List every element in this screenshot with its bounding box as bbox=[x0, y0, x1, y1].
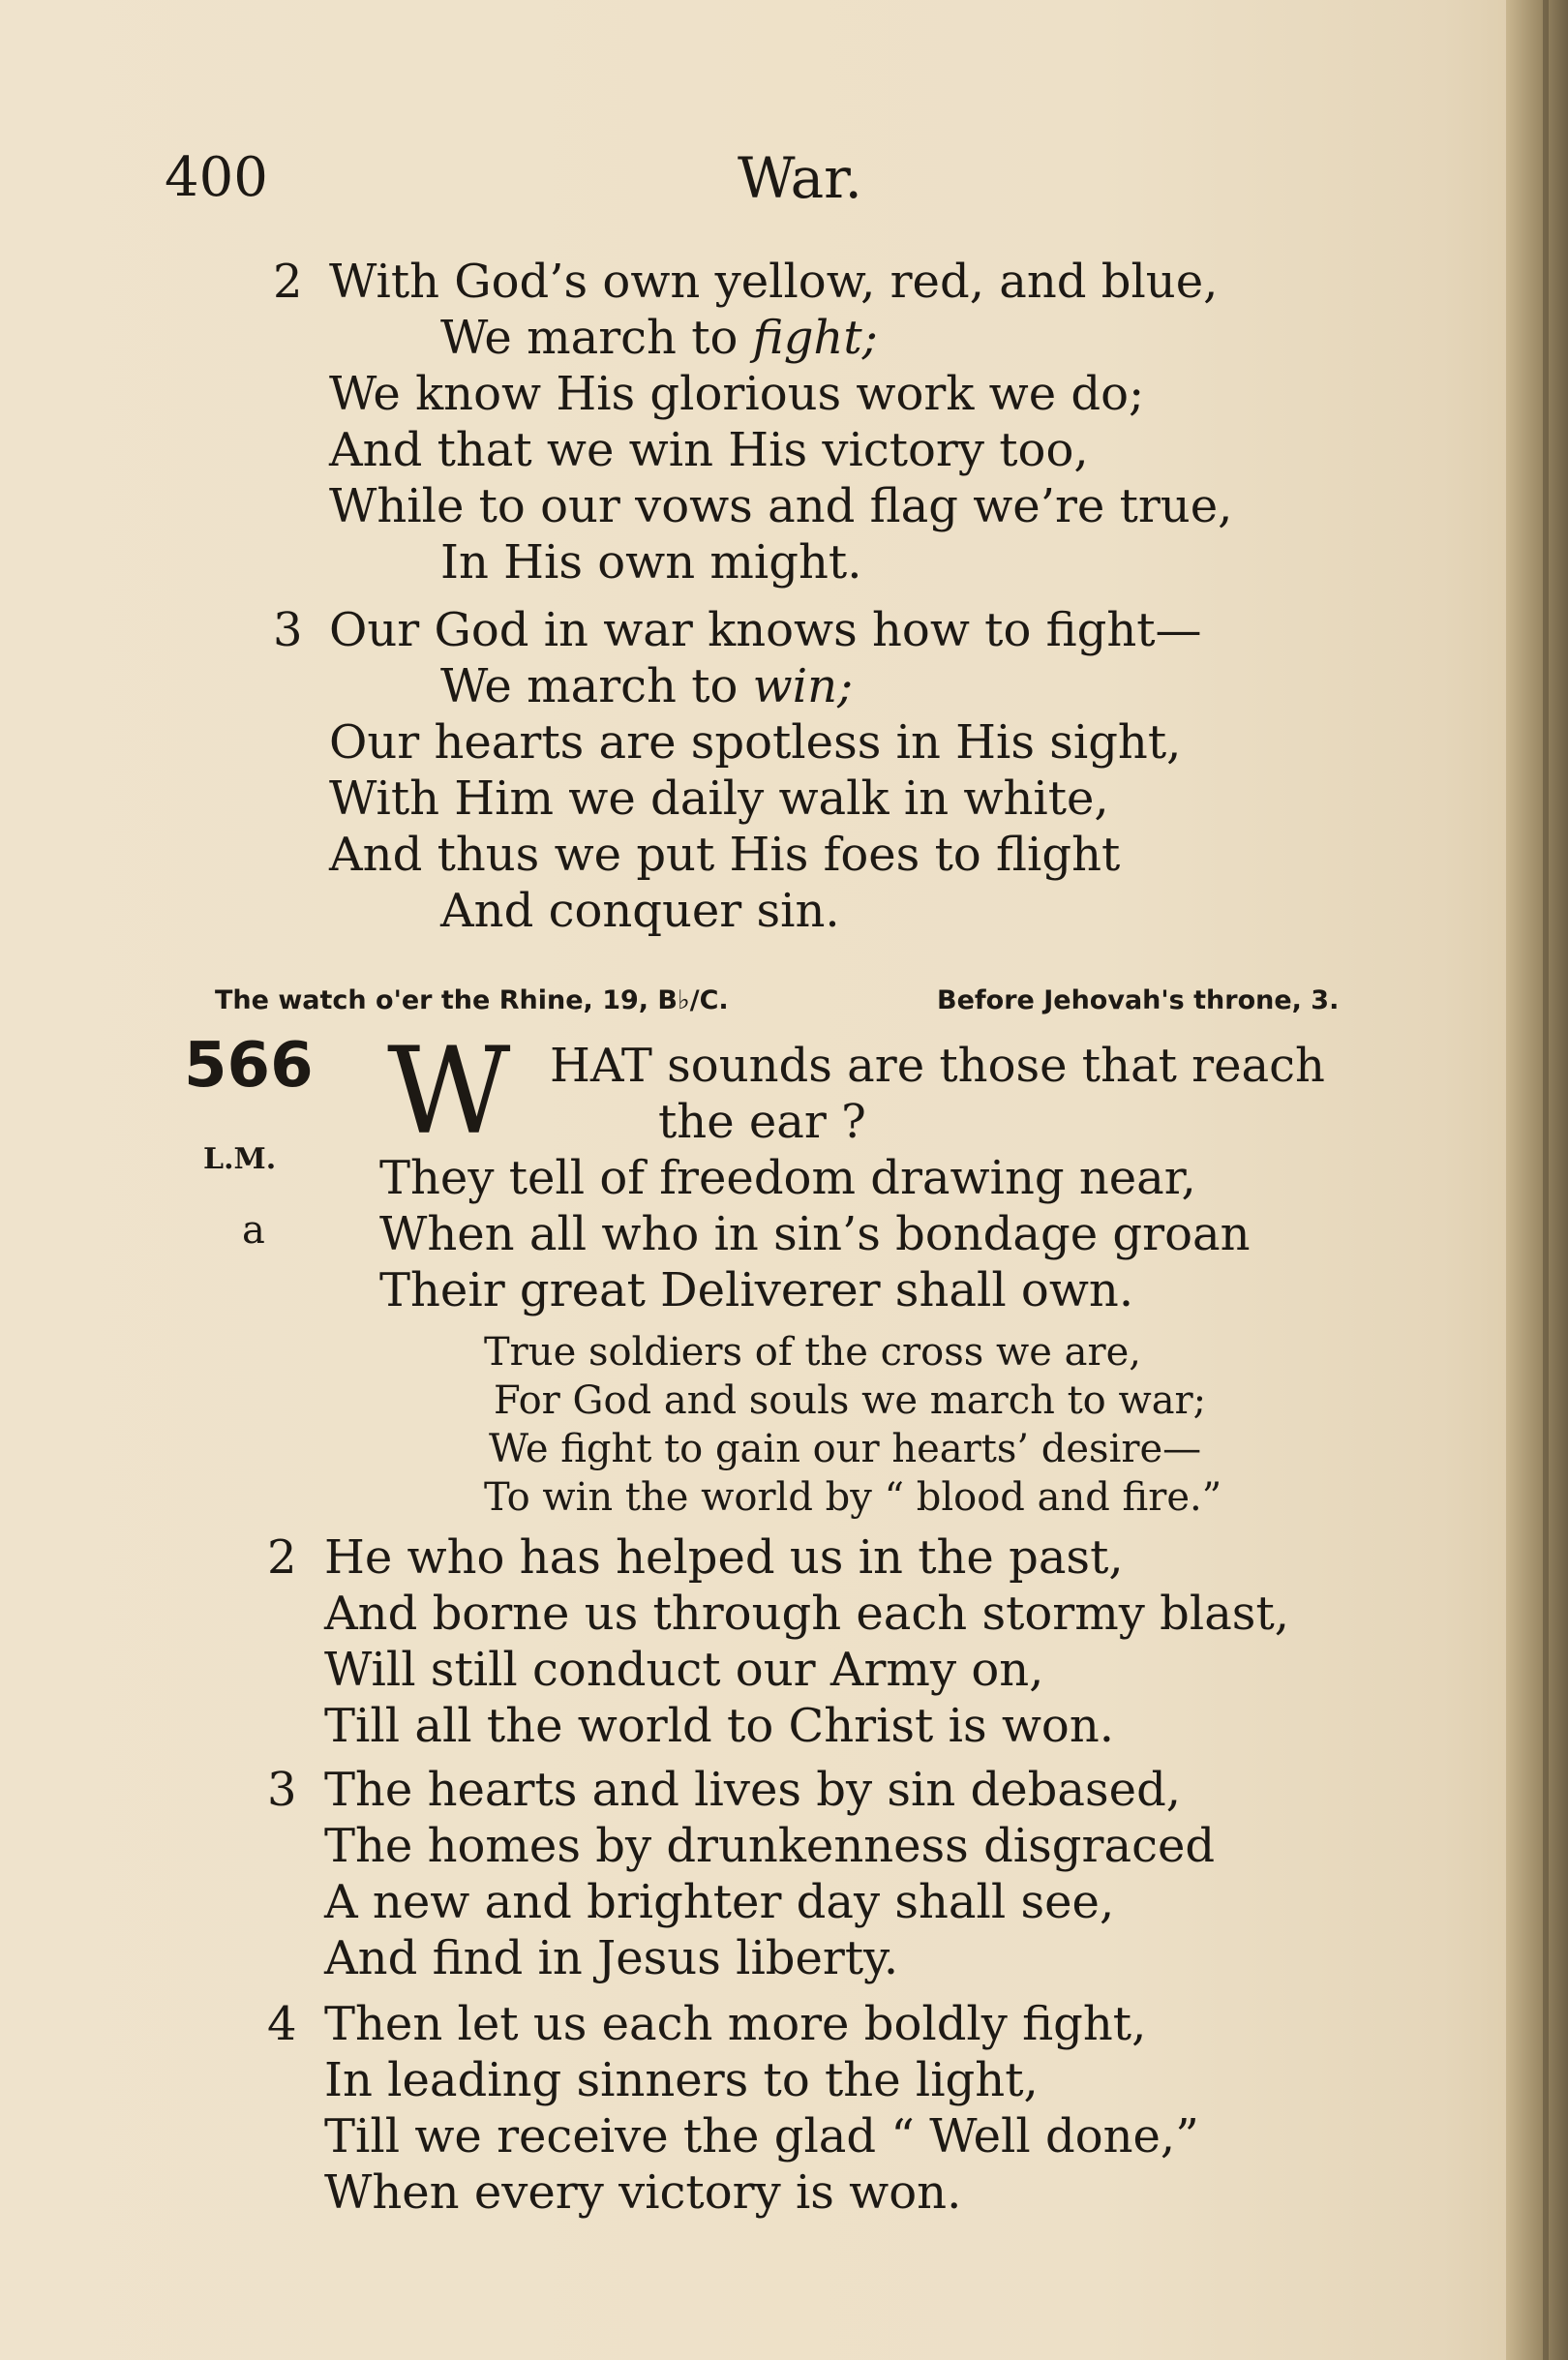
verse-line: Our God in war knows how to fight— bbox=[329, 603, 1202, 657]
book-gutter bbox=[1506, 0, 1568, 2360]
verse-line-emphasis: win; bbox=[752, 659, 854, 713]
hymn-key: a bbox=[242, 1208, 265, 1253]
verse-line: Their great Deliverer shall own. bbox=[379, 1263, 1134, 1317]
verse-number: 2 bbox=[273, 255, 303, 309]
page-number: 400 bbox=[165, 146, 268, 209]
verse-line: HAT sounds are those that reach bbox=[550, 1039, 1325, 1093]
verse-line: Then let us each more boldly fight, bbox=[324, 1997, 1147, 2051]
tune-reference-right: Before Jehovah's throne, 3. bbox=[937, 985, 1340, 1015]
verse-line: While to our vows and flag we’re true, bbox=[329, 479, 1233, 533]
section-title: War. bbox=[738, 145, 862, 211]
verse-line: They tell of freedom drawing near, bbox=[379, 1151, 1196, 1205]
verse-line: In His own might. bbox=[440, 535, 862, 590]
verse-line: Till we receive the glad “ Well done,” bbox=[324, 2109, 1199, 2163]
verse-line: We know His glorious work we do; bbox=[329, 367, 1145, 421]
verse-line: the ear ? bbox=[658, 1095, 866, 1149]
verse-line: Till all the world to Christ is won. bbox=[324, 1699, 1114, 1753]
verse-line: With Him we daily walk in white, bbox=[329, 772, 1109, 826]
verse-line bbox=[440, 310, 878, 366]
chorus-line: To win the world by “ blood and fire.” bbox=[484, 1475, 1222, 1520]
verse-line: The homes by drunkenness disgraced bbox=[324, 1819, 1216, 1873]
verse-line: Our hearts are spotless in His sight, bbox=[329, 715, 1182, 770]
verse-line: When every victory is won. bbox=[324, 2165, 962, 2220]
verse-line: He who has helped us in the past, bbox=[324, 1530, 1124, 1585]
verse-number: 3 bbox=[273, 603, 303, 657]
hymn-number: 566 bbox=[184, 1030, 314, 1102]
tune-reference-left: The watch o'er the Rhine, 19, B♭/C. bbox=[215, 985, 729, 1015]
verse-line: In leading sinners to the light, bbox=[324, 2053, 1039, 2107]
verse-line: And borne us through each stormy blast, bbox=[324, 1587, 1289, 1641]
verse-line: When all who in sin’s bondage groan bbox=[379, 1207, 1251, 1261]
chorus-line: We fight to gain our hearts’ desire— bbox=[489, 1427, 1202, 1471]
verse-line: With God’s own yellow, red, and blue, bbox=[329, 255, 1219, 309]
verse-line-text: We march to bbox=[440, 311, 753, 365]
verse-line: And conquer sin. bbox=[440, 884, 840, 938]
gutter-shadow bbox=[1543, 0, 1549, 2360]
verse-line: The hearts and lives by sin debased, bbox=[324, 1763, 1182, 1817]
verse-number: 4 bbox=[267, 1997, 297, 2051]
verse-line: And thus we put His foes to flight bbox=[329, 828, 1121, 882]
hymn-meter: L.M. bbox=[203, 1142, 277, 1176]
verse-number: 2 bbox=[267, 1530, 297, 1585]
chorus-line: True soldiers of the cross we are, bbox=[484, 1330, 1141, 1375]
verse-line: Will still conduct our Army on, bbox=[324, 1643, 1044, 1697]
verse-line-text: We march to bbox=[440, 659, 753, 713]
verse-line: A new and brighter day shall see, bbox=[324, 1875, 1115, 1929]
verse-line: And that we win His victory too, bbox=[329, 423, 1089, 477]
verse-line: And find in Jesus liberty. bbox=[324, 1931, 899, 1985]
chorus-line: For God and souls we march to war; bbox=[494, 1378, 1207, 1423]
drop-cap: W bbox=[387, 1022, 511, 1162]
verse-line bbox=[440, 658, 853, 714]
verse-line-emphasis: fight; bbox=[752, 311, 878, 365]
verse-number: 3 bbox=[267, 1763, 297, 1817]
